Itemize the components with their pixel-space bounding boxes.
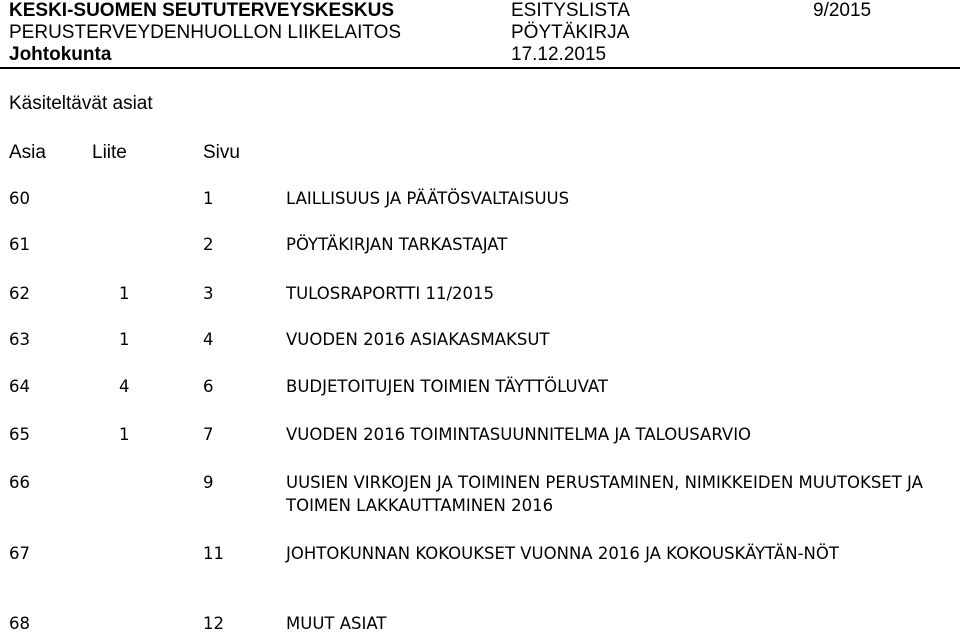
item-attachments: 1 — [119, 284, 130, 303]
header-line-2 — [9, 22, 951, 44]
meeting-date: 17.12.2015 — [511, 44, 607, 65]
item-page: 3 — [203, 284, 214, 303]
header-divider — [0, 67, 960, 69]
item-number: 60 — [9, 189, 30, 208]
item-number: 68 — [9, 614, 30, 633]
item-attachments: 1 — [119, 330, 130, 349]
item-number: 63 — [9, 330, 30, 349]
item-page: 11 — [203, 544, 224, 563]
organization-name: KESKI-SUOMEN SEUTUTERVEYSKESKUS — [9, 0, 394, 21]
item-title: MUUT ASIAT — [286, 614, 387, 633]
unit-name: PERUSTERVEYDENHUOLLON LIIKELAITOS — [9, 22, 402, 43]
item-title: LAILLISUUS JA PÄÄTÖSVALTAISUUS — [286, 189, 570, 208]
section-title: Käsiteltävät asiat — [9, 93, 153, 114]
item-page: 4 — [203, 330, 214, 349]
item-page: 9 — [203, 473, 214, 492]
item-attachments: 1 — [119, 425, 130, 444]
meeting-number: 9/2015 — [813, 0, 872, 21]
header-line-3 — [9, 44, 951, 66]
document-header — [9, 0, 951, 66]
item-page: 7 — [203, 425, 214, 444]
item-number: 66 — [9, 473, 30, 492]
document-type: ESITYSLISTA — [511, 0, 630, 21]
item-title: PÖYTÄKIRJAN TARKASTAJAT — [286, 235, 508, 254]
item-title: TULOSRAPORTTI 11/2015 — [286, 284, 495, 303]
item-page: 1 — [203, 189, 214, 208]
item-number: 65 — [9, 425, 30, 444]
item-page: 6 — [203, 377, 214, 396]
column-header-liite: Liite — [92, 142, 127, 163]
item-page: 2 — [203, 235, 214, 254]
item-title: UUSIEN VIRKOJEN JA TOIMINEN PERUSTAMINEN, NIMIKKEIDEN MUUTOKSET JA TOIMEN LAKKAUTTAMINEN 2016 — [286, 473, 923, 515]
item-number: 67 — [9, 544, 30, 563]
item-title: VUODEN 2016 ASIAKASMAKSUT — [286, 330, 550, 349]
document-kind: PÖYTÄKIRJA — [511, 22, 630, 43]
item-title: BUDJETOITUJEN TOIMIEN TÄYTTÖLUVAT — [286, 377, 608, 396]
item-number: 64 — [9, 377, 30, 396]
header-line-1 — [9, 0, 951, 22]
item-number: 62 — [9, 284, 30, 303]
item-number: 61 — [9, 235, 30, 254]
column-header-sivu: Sivu — [203, 142, 240, 163]
item-title: VUODEN 2016 TOIMINTASUUNNITELMA JA TALOUSARVIO — [286, 425, 752, 444]
item-page: 12 — [203, 614, 224, 633]
body-name: Johtokunta — [9, 44, 112, 65]
column-header-asia: Asia — [9, 142, 46, 163]
item-title: JOHTOKUNNAN KOKOUKSET VUONNA 2016 JA KOKOUSKÄYTÄN-NÖT — [286, 544, 839, 563]
item-attachments: 4 — [119, 377, 130, 396]
